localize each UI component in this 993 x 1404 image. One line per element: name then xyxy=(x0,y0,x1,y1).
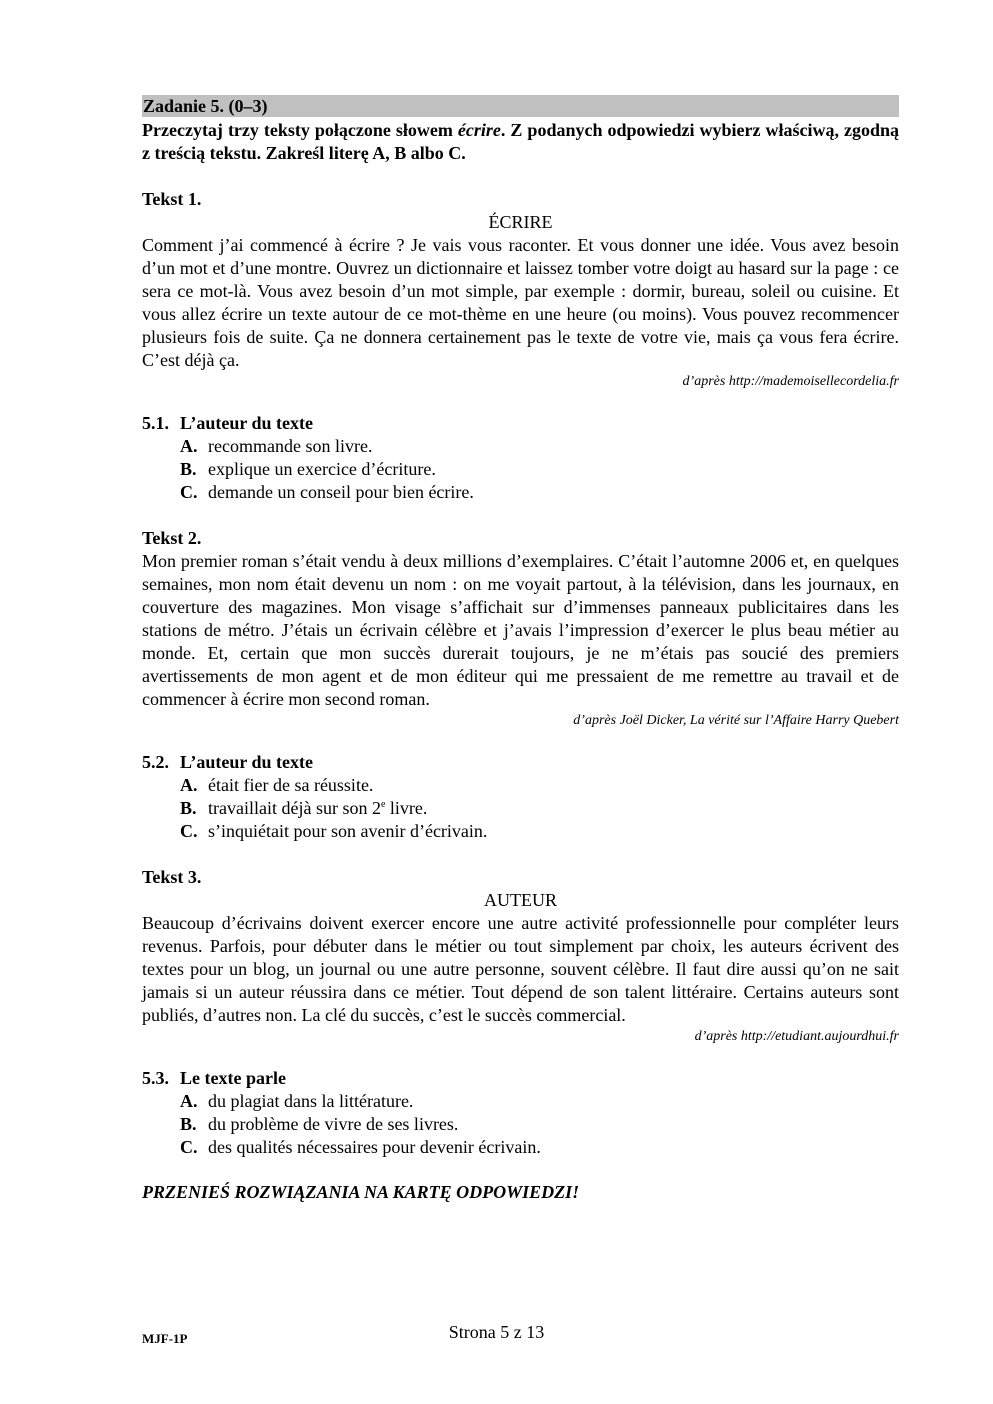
page-number: Strona 5 z 13 xyxy=(448,1322,545,1342)
text3-title: AUTEUR xyxy=(484,890,557,910)
option-c[interactable] xyxy=(180,481,899,504)
text1-source: d’après http://mademoisellecordelia.fr xyxy=(682,374,899,389)
question-number: 5.1. xyxy=(142,413,169,433)
question-5-2-options xyxy=(180,774,899,843)
option-text: était fier de sa réussite. xyxy=(208,775,374,795)
option-letter: B. xyxy=(180,1114,197,1134)
option-c[interactable] xyxy=(180,1136,899,1159)
task-instruction xyxy=(142,119,899,165)
option-a[interactable] xyxy=(180,1090,899,1113)
instruction-text-2: . Z podanych odpowiedzi wybierz właściwą, zgodną z treścią tekstu. Zakreśl literę A, B albo C. xyxy=(142,120,899,163)
option-text: des qualités nécessaires pour devenir écrivain. xyxy=(208,1137,541,1157)
option-text-end: livre. xyxy=(385,798,428,818)
ordinal-superscript: e xyxy=(380,799,386,810)
exam-code: MJF-1P xyxy=(142,1331,188,1346)
option-letter: A. xyxy=(180,775,198,795)
transfer-answers-note: PRZENIEŚ ROZWIĄZANIA NA KARTĘ ODPOWIEDZI! xyxy=(142,1182,580,1202)
option-letter: C. xyxy=(180,821,198,841)
option-letter: A. xyxy=(180,436,198,456)
question-5-1 xyxy=(142,412,899,435)
text2-body: Mon premier roman s’était vendu à deux millions d’exemplaires. C’était l’automne 2006 et, en quelques semaines, mon nom était devenu un nom : on me voyait partout, à la télévision, dans les journaux, en couverture des magazines. Mon visage s’affichait sur d’immenses panneaux publicitaires dans les stations de métro. J’étais un écrivain célèbre et j’avais l’impression d’exercer le plus beau métier au monde. Et, certain que mon succès durerait toujours, je ne m’étais pas soucié des premiers avertissements de mon agent et de mon éditeur qui me pressaient de me remettre au travail et de commencer à écrire mon second roman. xyxy=(142,551,899,709)
task-header: Zadanie 5. (0–3) xyxy=(142,95,899,117)
option-text: recommande son livre. xyxy=(208,436,373,456)
question-5-3 xyxy=(142,1067,899,1090)
exam-page xyxy=(142,95,899,1204)
question-5-1-options xyxy=(180,435,899,504)
option-letter: A. xyxy=(180,1091,198,1111)
text1-body: Comment j’ai commencé à écrire ? Je vais vous raconter. Et vous donner une idée. Vous avez besoin d’un mot et d’une montre. Ouvrez un dictionnaire et laissez tomber votre doigt au hasard sur la page : ce sera ce mot-là. Vous avez besoin d’un mot simple, par exemple : dormir, bureau, soleil ou cuisine. Et vous allez écrire un texte autour de ce mot-thème en une heure (ou moins). Vous pouvez recommencer plusieurs fois de suite. Ça ne donnera certainement pas le texte de votre vie, mais ça vous fera écrire. C’est déjà ça. xyxy=(142,235,899,370)
question-5-2 xyxy=(142,751,899,774)
option-text: demande un conseil pour bien écrire. xyxy=(208,482,474,502)
option-text: travaillait déjà sur son 2 xyxy=(208,798,381,818)
option-text: du problème de vivre de ses livres. xyxy=(208,1114,459,1134)
option-text: explique un exercice d’écriture. xyxy=(208,459,436,479)
question-5-3-options xyxy=(180,1090,899,1159)
question-number: 5.3. xyxy=(142,1068,169,1088)
text3-source: d’après http://etudiant.aujourdhui.fr xyxy=(694,1029,899,1044)
option-letter: C. xyxy=(180,1137,198,1157)
option-b[interactable] xyxy=(180,458,899,481)
option-b[interactable] xyxy=(180,1113,899,1136)
question-stem: L’auteur du texte xyxy=(180,413,314,433)
option-b[interactable] xyxy=(180,797,899,820)
text3-label: Tekst 3. xyxy=(142,867,202,887)
text1-label: Tekst 1. xyxy=(142,189,202,209)
option-a[interactable] xyxy=(180,774,899,797)
instruction-keyword: écrire xyxy=(457,120,501,140)
question-stem: Le texte parle xyxy=(180,1068,286,1088)
option-text: du plagiat dans la littérature. xyxy=(208,1091,414,1111)
instruction-text-1: Przeczytaj trzy teksty połączone słowem xyxy=(142,120,458,140)
option-text: s’inquiétait pour son avenir d’écrivain. xyxy=(208,821,488,841)
option-a[interactable] xyxy=(180,435,899,458)
text1-title: ÉCRIRE xyxy=(488,212,553,232)
option-c[interactable] xyxy=(180,820,899,843)
question-stem: L’auteur du texte xyxy=(180,752,314,772)
option-letter: B. xyxy=(180,798,197,818)
question-number: 5.2. xyxy=(142,752,169,772)
option-letter: B. xyxy=(180,459,197,479)
text2-source: d’après Joël Dicker, La vérité sur l’Affaire Harry Quebert xyxy=(573,713,899,728)
text3-body: Beaucoup d’écrivains doivent exercer encore une autre activité professionnelle pour compléter leurs revenus. Parfois, pour débuter dans le métier ou tout simplement par choix, les auteurs écrivent des textes pour un blog, un journal ou une autre personne, souvent célèbre. Il faut dire aussi qu’on ne sait jamais si un auteur réussira dans ce métier. Tout dépend de son talent littéraire. Certains auteurs sont publiés, d’autres non. La clé du succès, c’est le succès commercial. xyxy=(142,913,899,1025)
option-letter: C. xyxy=(180,482,198,502)
text2-label: Tekst 2. xyxy=(142,528,202,548)
